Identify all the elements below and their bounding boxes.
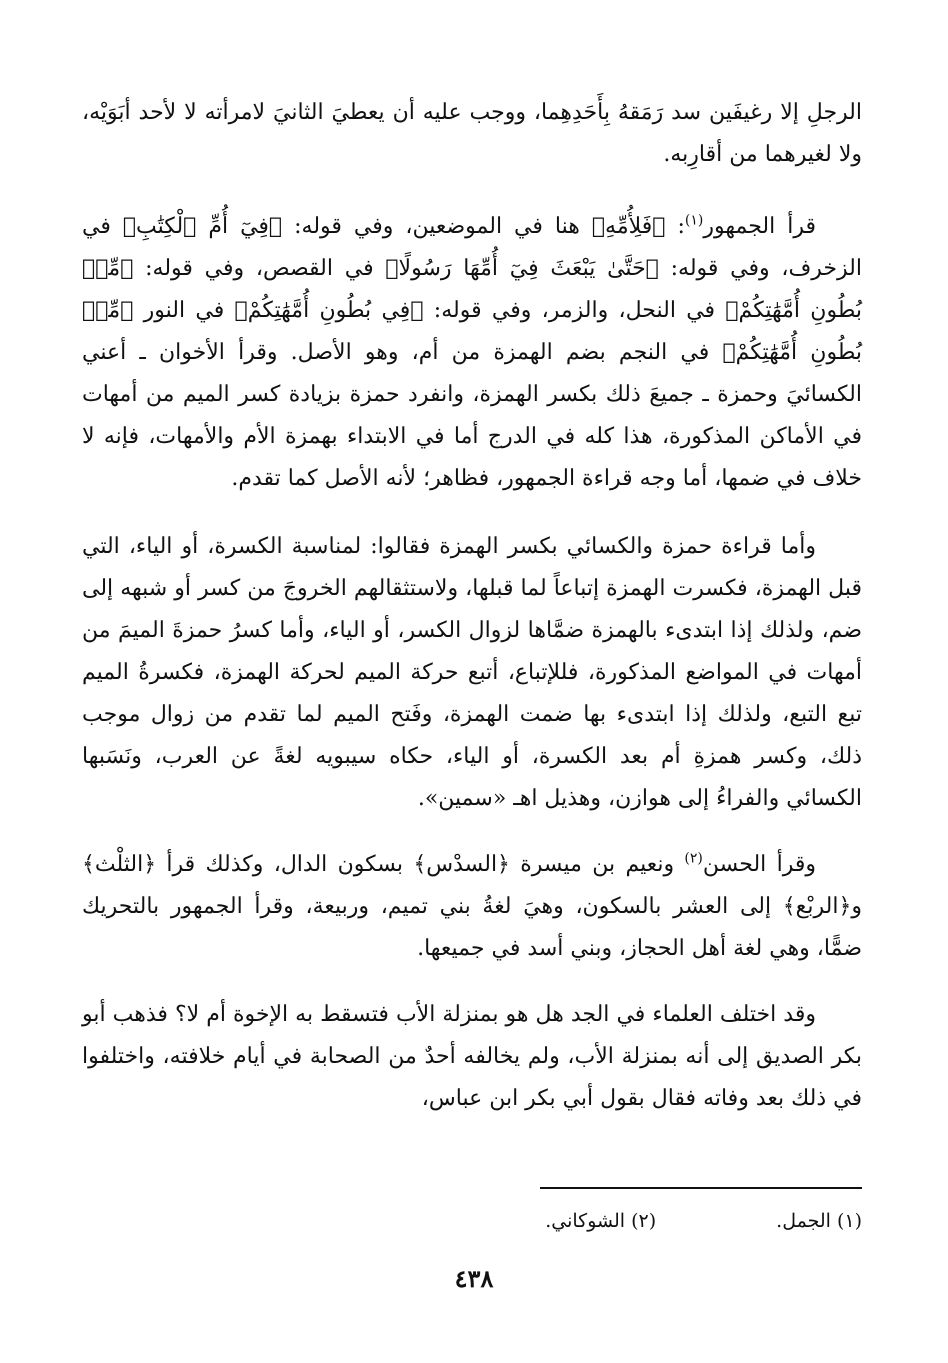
- paragraph-4-body: ونعيم بن ميسرة ﴿السدْس﴾ بسكون الدال، وكذلك قرأ ﴿الثلْث﴾ و﴿الربْع﴾ إلى العشر بالسكون، وهيَ لغةُ بني تميم، وربيعة، وقرأ الجمهور بالتحريك ضمًّا، وهي لغة أهل الحجاز، وبني أسد في جميعها.: [82, 852, 862, 961]
- footnote-divider: [540, 1187, 862, 1189]
- footnote-1: (١) الجمل.: [776, 1210, 862, 1232]
- paragraph-5: [82, 994, 862, 1120]
- paragraph-5-text: وقد اختلف العلماء في الجد هل هو بمنزلة الأب فتسقط به الإخوة أم لا؟ فذهب أبو بكر الصديق إلى أنه بمنزلة الأب، ولم يخالفه أحدٌ من الصحابة في أيام خلافته، واختلفوا في ذلك بعد وفاته فقال بقول أبي بكر ابن عباس،: [82, 1002, 862, 1111]
- footnote-2: (٢) الشوكاني.: [545, 1210, 657, 1232]
- paragraph-3-text: وأما قراءة حمزة والكسائي بكسر الهمزة فقالوا: لمناسبة الكسرة، أو الياء، التي قبل الهمزة، فكسرت الهمزة إتباعاً لما قبلها، ولاستثقالهم الخروجَ من كسر أو شبهه إلى ضم، ولذلك إذا ابتدىء بالهمزة ضمَّاها لزوال الكسر، أو الياء، وأما كسرُ حمزةَ الميمَ من أمهات في المواضع المذكورة، فللإتباع، أتبع حركة الميم لحركة الهمزة، فكسرةُ الميم تبع التبع، ولذلك إذا ابتدىء بها ضمت الهمزة، وفَتح الميم لما تقدم من زوال موجب ذلك، وكسر همزةِ أم بعد الكسرة، أو الياء، حكاه سيبويه لغةً عن العرب، ونَسَبها الكسائي والفراءُ إلى هوازن، وهذيل اهـ «سمين».: [82, 534, 862, 811]
- paragraph-1: [82, 92, 862, 176]
- paragraph-4: [82, 844, 862, 970]
- body-text: [82, 92, 862, 1120]
- paragraph-1-text: الرجلِ إلا رغيفَين سد رَمَقهُ بِأَحَدِهِما، ووجب عليه أن يعطيَ الثانيَ لامرأته لا لأحد أبَوَيْه، ولا لغيرهما من أقارِبه.: [82, 100, 862, 167]
- footnotes: [82, 1206, 862, 1236]
- paragraph-4-lead: وقرأ الحسن: [702, 852, 816, 877]
- footnote-ref-2[interactable]: (٢): [684, 850, 703, 867]
- paragraph-2-lead: قرأ الجمهور: [703, 214, 816, 239]
- footnote-ref-1[interactable]: (١): [684, 212, 704, 229]
- page-number: ٤٣٨: [454, 1264, 494, 1293]
- paragraph-2-body: : ﴿فَلِأُمِّهِ﴾ هنا في الموضعين، وفي قوله: ﴿فِيٓ أُمِّ ٱلْكِتَٰبِ﴾ في الزخرف، وفي قوله: ﴿حَتَّىٰ يَبْعَثَ فِيٓ أُمِّهَا رَسُولًا﴾ في القصص، وفي قوله: ﴿مِّنۢ بُطُونِ أُمَّهَٰتِكُمْ﴾ في النحل، والزمر، وفي قوله: ﴿فِي بُطُونِ أُمَّهَٰتِكُمْ﴾ في النور ﴿مِّنۢ بُطُونِ أُمَّهَٰتِكُمْ﴾ في النجم بضم الهمزة من أم، وهو الأصل. وقرأ الأخوان ـ أعني الكسائيَ وحمزة ـ جميعَ ذلك بكسر الهمزة، وانفرد حمزة بزيادة كسر الميم من أمهات في الأماكن المذكورة، هذا كله في الدرج أما في الابتداء بهمزة الأم والأمهات، فإنه لا خلاف في ضمها، أما وجه قراءة الجمهور، فظاهر؛ لأنه الأصل كما تقدم.: [82, 214, 862, 491]
- paragraph-2: [82, 206, 862, 500]
- paragraph-3: [82, 526, 862, 820]
